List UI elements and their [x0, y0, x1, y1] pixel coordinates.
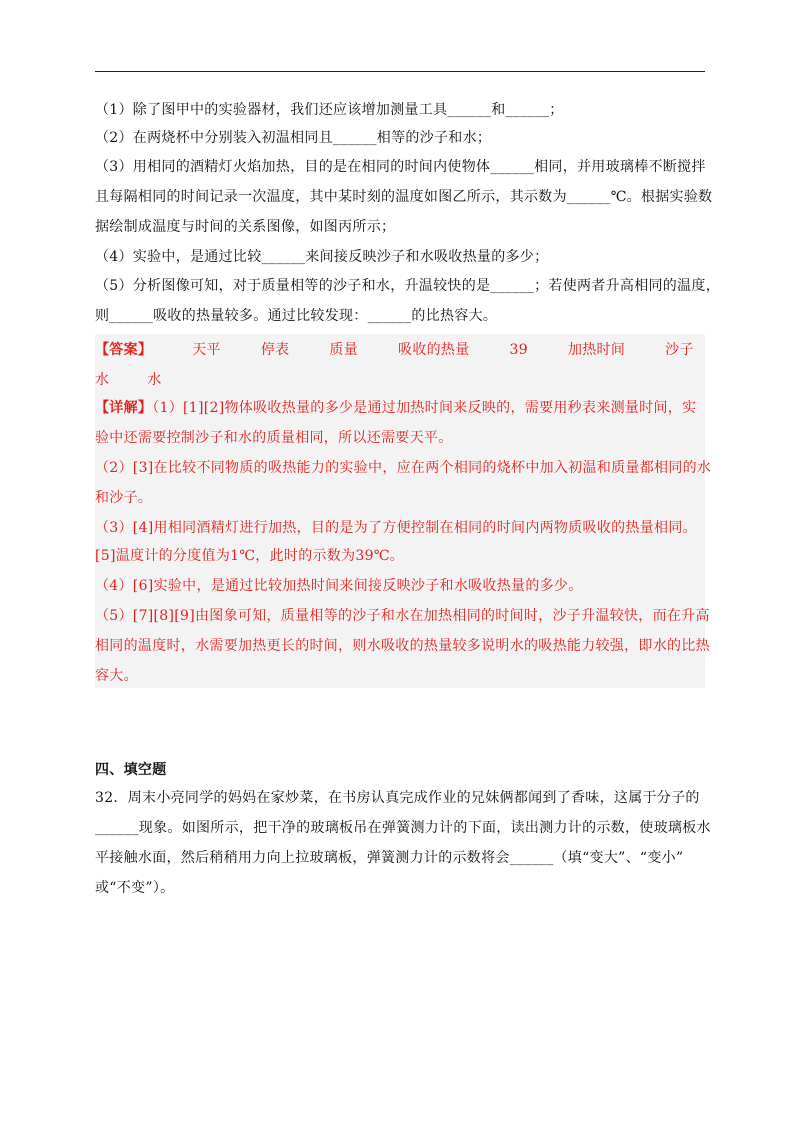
detail-line-6: [5]温度计的分度值为1℃，此时的示数为39℃。: [95, 548, 405, 564]
question-32-line-4: 或“不变”）。: [95, 880, 175, 896]
detail-line-10: 容大。: [95, 668, 138, 684]
question-32-line-2: ______现象。如图所示，把干净的玻璃板吊在弹簧测力计的下面，读出测力计的示数，使玻璃板水: [95, 820, 711, 836]
question-5-line-2: 则______吸收的热量较多。通过比较发现：______的比热容大。: [95, 308, 498, 324]
header-rule: [95, 71, 705, 72]
question-1: （1）除了图甲中的实验器材，我们还应该增加测量工具______和______；: [95, 102, 564, 118]
detail-line-5: （3）[4]用相同酒精灯进行加热，目的是为了方便控制在相同的时间内两物质吸收的热量相同。: [95, 520, 697, 536]
detail-line-7: （4）[6]实验中，是通过比较加热时间来间接反映沙子和水吸收热量的多少。: [95, 578, 583, 594]
question-3-line-1: （3）用相同的酒精灯火焰加热，目的是在相同的时间内使物体______相同，并用玻璃棒不断搅拌: [95, 159, 706, 175]
answer-item: 水: [147, 372, 162, 388]
detail-line-2: 验中还需要控制沙子和水的质量相同，所以还需要天平。: [95, 430, 453, 446]
answer-item: 39: [509, 342, 528, 358]
answer-item: 停表: [260, 342, 290, 358]
answer-item: 质量: [329, 342, 359, 358]
question-3-line-3: 据绘制成温度与时间的关系图像，如图丙所示；: [95, 219, 396, 235]
answer-item: 吸收的热量: [398, 342, 470, 358]
section-title: 四、填空题: [95, 762, 167, 778]
question-5-line-1: （5）分析图像可知，对于质量相等的沙子和水，升温较快的是______；若使两者升高相同的温度，: [95, 278, 721, 294]
question-4: （4）实验中，是通过比较______来间接反映沙子和水吸收热量的多少；: [95, 249, 549, 265]
detail-line-1: [95, 398, 707, 418]
question-2: （2）在两烧杯中分别装入初温相同且______相等的沙子和水；: [95, 130, 492, 146]
question-32-line-3: 平接触水面，然后稍稍用力向上拉玻璃板，弹簧测力计的示数将会______（填“变大”、“变小”: [95, 850, 684, 866]
answer-item: 天平: [192, 342, 221, 358]
answer-label: 【答案】: [95, 342, 153, 358]
detail-text: （1）[1][2]物体吸收热量的多少是通过加热时间来反映的，需要用秒表来测量时间，实: [152, 400, 697, 416]
answer-row-1: [95, 340, 707, 360]
answer-item: 水: [95, 372, 110, 388]
question-32-line-1: 32．周末小亮同学的妈妈在家炒菜，在书房认真完成作业的兄妹俩都闻到了香味，这属于分子的: [95, 790, 700, 806]
detail-line-8: （5）[7][8][9]由图象可知，质量相等的沙子和水在加热相同的时间时，沙子升温较快，而在升高: [95, 608, 710, 624]
detail-line-4: 和沙子。: [95, 490, 153, 506]
answer-item: 加热时间: [567, 342, 626, 358]
question-3-line-2: 且每隔相同的时间记录一次温度，其中某时刻的温度如图乙所示，其示数为______℃。根据实验数: [95, 189, 713, 205]
detail-label: 【详解】: [95, 400, 153, 416]
detail-line-9: 相同的温度时，水需要加热更长的时间，则水吸收的热量较多说明水的吸热能力较强，即水的比热: [95, 638, 710, 654]
answer-row-2: [95, 370, 707, 390]
detail-line-3: （2）[3]在比较不同物质的吸热能力的实验中，应在两个相同的烧杯中加入初温和质量都相同的水: [95, 460, 712, 476]
answer-item: 沙子: [665, 342, 694, 358]
